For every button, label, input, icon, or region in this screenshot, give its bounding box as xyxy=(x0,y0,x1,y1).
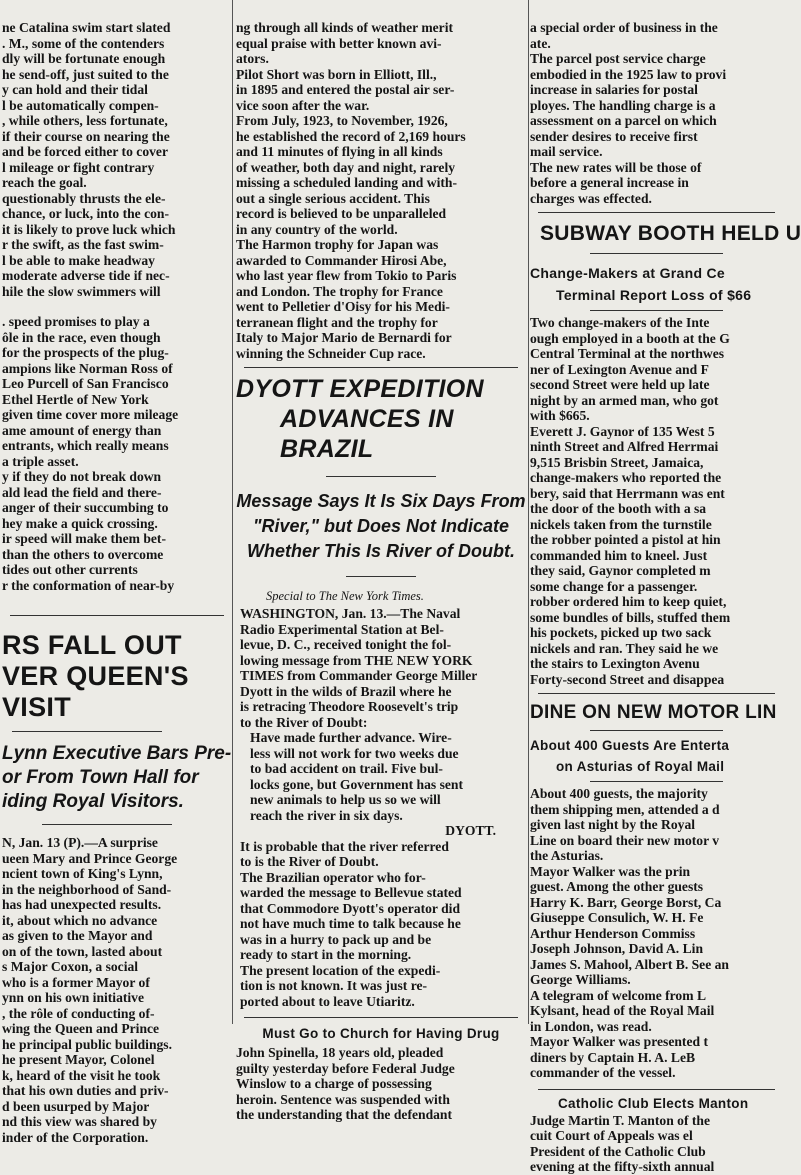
text-line: ate. xyxy=(530,35,551,51)
text-line: The Brazilian operator who for- xyxy=(240,869,426,885)
text-line: it is likely to prove luck which xyxy=(2,221,176,237)
text-line: ninth Street and Alfred Herrmai xyxy=(530,439,719,454)
text-line: embodied in the 1925 law to provi xyxy=(530,66,727,82)
text-line: . speed promises to play a xyxy=(2,314,150,329)
text-line: Joseph Johnson, David A. Lin xyxy=(530,941,704,956)
text-line: to is the River of Doubt. xyxy=(240,854,379,869)
text-line: Pilot Short was born in Elliott, Ill., xyxy=(236,66,437,82)
text-line: vice soon after the war. xyxy=(236,97,370,113)
text-line: ng through all kinds of weather merit xyxy=(236,20,454,35)
motor-liner-headline: DINE ON NEW MOTOR LIN xyxy=(530,702,777,723)
text-line: 9,515 Brisbin Street, Jamaica, xyxy=(530,454,704,470)
text-line: a special order of business in the xyxy=(530,20,718,35)
text-line: before a general increase in xyxy=(530,175,689,190)
text-line: Italy to Major Mario de Bernardi for xyxy=(236,330,452,345)
text-line: commander of the vessel. xyxy=(530,1065,676,1080)
text-line: A telegram of welcome from L xyxy=(530,987,707,1003)
text-line: questionably thrusts the ele- xyxy=(2,190,166,206)
text-line: a triple asset. xyxy=(2,453,79,469)
text-line: ner of Lexington Avenue and F xyxy=(530,361,709,377)
text-line: N, Jan. 13 (P).—A surprise xyxy=(2,835,158,850)
text-line: increase in salaries for postal xyxy=(530,82,698,97)
text-line: Everett J. Gaynor of 135 West 5 xyxy=(530,423,715,439)
text-line: The parcel post service charge xyxy=(530,51,706,66)
text-line: mail service. xyxy=(530,144,603,159)
text-line: Two change-makers of the Inte xyxy=(530,315,710,330)
column-rule-1 xyxy=(232,0,233,1024)
text-line: r the swift, as the fast swim- xyxy=(2,237,164,252)
text-line: night by an armed man, who got xyxy=(530,392,719,408)
text-line: the stairs to Lexington Avenu xyxy=(530,656,700,671)
text-line: the Asturias. xyxy=(530,848,604,863)
catholic-club-story xyxy=(530,1113,783,1175)
speed-story xyxy=(2,314,232,593)
text-line: From July, 1923, to November, 1926, xyxy=(236,113,448,128)
text-line: in the neighborhood of Sand- xyxy=(2,881,172,897)
text-line: winning the Schneider Cup race. xyxy=(236,345,426,361)
text-line: the door of the booth with a sa xyxy=(530,501,707,516)
subhead-line-3: iding Royal Visitors. xyxy=(2,791,184,812)
text-line: WASHINGTON, Jan. 13.—The Naval xyxy=(240,606,461,621)
text-line: Winslow to a charge of possessing xyxy=(236,1076,432,1091)
text-line: r the conformation of near-by xyxy=(2,577,175,593)
text-line: Mayor Walker was presented t xyxy=(530,1034,708,1049)
text-line: moderate adverse tide if nec- xyxy=(2,268,170,283)
text-line: ir speed will make them bet- xyxy=(2,531,166,546)
text-line: , while others, less fortunate, xyxy=(2,113,168,128)
text-line: the robber pointed a pistol at hin xyxy=(530,532,721,547)
text-line: hey make a quick crossing. xyxy=(2,515,158,531)
kings-lynn-story xyxy=(2,835,232,1145)
text-line: guilty yesterday before Federal Judge xyxy=(236,1060,455,1076)
text-line: tides out other currents xyxy=(2,562,138,577)
text-line: it, about which no advance xyxy=(2,912,158,928)
text-line: s Major Coxon, a social xyxy=(2,959,139,974)
text-line: ame amount of energy than xyxy=(2,422,162,438)
dyott-headline xyxy=(236,374,526,464)
dyott-subhead xyxy=(236,489,526,564)
text-line: chance, or luck, into the con- xyxy=(2,206,170,221)
subhead-line-1: Lynn Executive Bars Pre- xyxy=(2,743,232,764)
text-line: Giuseppe Consulich, W. H. Fe xyxy=(530,910,704,925)
text-line: not have much time to talk because he xyxy=(240,916,461,931)
text-line: that Commodore Dyott's operator did xyxy=(240,900,461,916)
text-line: he send-off, just suited to the xyxy=(2,66,169,82)
text-line: given time cover more mileage xyxy=(2,407,179,422)
text-line: Arthur Henderson Commiss xyxy=(530,925,696,941)
text-line: dly will be fortunate enough xyxy=(2,51,166,66)
dyott-quote xyxy=(236,730,526,823)
text-line: second Street were held up late xyxy=(530,377,710,392)
text-line: ready to start in the morning. xyxy=(240,947,412,962)
text-line: ampions like Norman Ross of xyxy=(2,360,173,376)
text-line: who last year flew from Tokio to Paris xyxy=(236,268,457,283)
text-line: levue, D. C., received tonight the fol- xyxy=(240,637,452,652)
text-line: . M., some of the contenders xyxy=(2,35,165,51)
text-line: l be able to make headway xyxy=(2,252,155,268)
text-line: Ethel Hertle of New York xyxy=(2,391,149,407)
text-line: commanded him to kneel. Just xyxy=(530,547,708,563)
text-line: went to Pelletier d'Oisy for his Medi- xyxy=(236,299,450,314)
text-line: cuit Court of Appeals was el xyxy=(530,1128,693,1143)
text-line: Judge Martin T. Manton of the xyxy=(530,1112,710,1128)
text-line: was in a hurry to pack up and be xyxy=(240,931,432,947)
text-line: Leo Purcell of San Francisco xyxy=(2,376,169,391)
column-left xyxy=(0,0,232,1145)
text-line: assessment on a parcel on which xyxy=(530,113,717,128)
text-line: entrants, which really means xyxy=(2,438,169,453)
text-line: , the rôle of conducting of- xyxy=(2,1005,155,1021)
text-line: tion is not known. It was just re- xyxy=(240,978,428,993)
column-right xyxy=(530,0,801,1174)
text-line: in any country of the world. xyxy=(236,221,398,237)
parcel-post-story xyxy=(530,0,783,206)
text-line: he present Mayor, Colonel xyxy=(2,1052,155,1067)
text-line: charges was effected. xyxy=(530,190,652,206)
text-line: some bundles of bills, stuffed them xyxy=(530,609,731,625)
text-line: sender desires to receive first xyxy=(530,128,698,144)
text-line: ough employed in a booth at the G xyxy=(530,330,730,346)
text-line: record is believed to be unparalleled xyxy=(236,206,447,221)
subhead-line-2: or From Town Hall for xyxy=(2,767,199,788)
swim-race-story xyxy=(2,0,232,299)
text-line: and 11 minutes of flying in all kinds xyxy=(236,144,443,159)
subway-story xyxy=(530,315,783,687)
text-line: inder of the Corporation. xyxy=(2,1129,149,1145)
catholic-club-headline: Catholic Club Elects Manton xyxy=(558,1095,749,1111)
text-line: in 1895 and entered the postal air ser- xyxy=(236,82,455,97)
text-line: ators. xyxy=(236,51,269,66)
text-line: ald lead the field and there- xyxy=(2,484,162,500)
text-line: Radio Experimental Station at Bel- xyxy=(240,621,444,637)
text-line: on of the town, lasted about xyxy=(2,943,163,959)
text-line: out a single serious accident. This xyxy=(236,190,430,206)
text-line: Harry K. Barr, George Borst, Ca xyxy=(530,894,722,910)
text-line: to bad accident on trail. Five bul- xyxy=(250,761,443,776)
text-line: The present location of the expedi- xyxy=(240,962,441,978)
text-line: as given to the Mayor and xyxy=(2,928,153,943)
text-line: heroin. Sentence was suspended with xyxy=(236,1091,450,1107)
text-line: them shipping men, attended a d xyxy=(530,801,720,817)
text-line: his pockets, picked up two sack xyxy=(530,625,712,640)
headline-line-1: RS FALL OUT xyxy=(2,630,182,660)
text-line: anger of their succumbing to xyxy=(2,500,169,515)
text-line: that his own duties and priv- xyxy=(2,1083,169,1098)
queens-visit-subhead xyxy=(2,742,232,814)
text-line: to the River of Doubt: xyxy=(240,714,368,730)
text-line: Kylsant, head of the Royal Mail xyxy=(530,1003,715,1018)
text-line: evening at the fifty-sixth annual xyxy=(530,1159,715,1174)
text-line: who is a former Mayor of xyxy=(2,974,150,990)
text-line: and be forced either to cover xyxy=(2,144,168,159)
text-line: wing the Queen and Prince xyxy=(2,1021,160,1036)
text-line: locks gone, but Government has sent xyxy=(250,776,463,792)
text-line: Dyott in the wilds of Brazil where he xyxy=(240,683,452,699)
text-line: if their course on nearing the xyxy=(2,128,170,144)
text-line: terranean flight and the trophy for xyxy=(236,314,438,330)
text-line: diners by Captain H. A. LeB xyxy=(530,1049,696,1065)
text-line: in London, was read. xyxy=(530,1018,652,1034)
text-line: ncient town of King's Lynn, xyxy=(2,866,163,881)
text-line: awarded to Commander Hirosi Abe, xyxy=(236,252,447,268)
text-line: TIMES from Commander George Miller xyxy=(240,668,478,683)
text-line: robber ordered him to keep quiet, xyxy=(530,594,727,609)
text-line: nickels and ran. They said he we xyxy=(530,640,719,656)
text-line: for the prospects of the plug- xyxy=(2,345,169,360)
column-rule-2 xyxy=(528,0,529,1024)
subway-subhead-2: Terminal Report Loss of $66 xyxy=(556,287,752,303)
text-line: l mileage or fight contrary xyxy=(2,159,155,175)
dyott-story-tail xyxy=(236,839,526,1010)
text-line: bery, said that Herrmann was ent xyxy=(530,485,725,501)
text-line: k, heard of the visit he took xyxy=(2,1067,161,1083)
text-line: reach the river in six days. xyxy=(250,807,403,823)
text-line: George Williams. xyxy=(530,972,631,987)
dyott-headline-line-2: ADVANCES IN BRAZIL xyxy=(280,405,454,463)
text-line: l be automatically compen- xyxy=(2,97,159,113)
drug-headline: Must Go to Church for Having Drug xyxy=(262,1026,500,1041)
text-line: nickels taken from the turnstile xyxy=(530,516,712,532)
text-line: y if they do not break down xyxy=(2,469,162,484)
motor-liner-subhead-1: About 400 Guests Are Enterta xyxy=(530,738,730,753)
text-line: James S. Mahool, Albert B. See an xyxy=(530,956,729,972)
text-line: new animals to help us so we will xyxy=(250,792,441,807)
text-line: he principal public buildings. xyxy=(2,1036,172,1052)
text-line: The new rates will be those of xyxy=(530,159,702,175)
dyott-subhead-line-3: Whether This Is River of Doubt. xyxy=(246,541,515,561)
text-line: reach the goal. xyxy=(2,175,87,190)
text-line: John Spinella, 18 years old, pleaded xyxy=(236,1045,444,1060)
text-line: Forty-second Street and disappea xyxy=(530,671,725,687)
subway-subhead-1: Change-Makers at Grand Ce xyxy=(530,265,725,281)
headline-line-2: VER QUEEN'S VISIT xyxy=(2,661,189,722)
text-line: is retracing Theodore Roosevelt's trip xyxy=(240,699,459,714)
text-line: President of the Catholic Club xyxy=(530,1143,706,1159)
text-line: missing a scheduled landing and with- xyxy=(236,175,457,190)
text-line: ôle in the race, even though xyxy=(2,329,161,345)
subway-headline: SUBWAY BOOTH HELD U xyxy=(540,222,801,245)
text-line: y can hold and their tidal xyxy=(2,82,148,97)
dyott-subhead-line-2: "River," but Does Not Indicate xyxy=(252,516,510,536)
text-line: the understanding that the defendant xyxy=(236,1107,453,1122)
text-line: Mayor Walker was the prin xyxy=(530,863,691,879)
text-line: change-makers who reported the xyxy=(530,470,722,485)
text-line: About 400 guests, the majority xyxy=(530,786,708,801)
text-line: Central Terminal at the northwes xyxy=(530,346,725,361)
text-line: than the others to overcome xyxy=(2,546,164,562)
harmon-trophy-story xyxy=(236,0,526,361)
motor-liner-story xyxy=(530,786,783,1081)
text-line: Have made further advance. Wire- xyxy=(250,730,452,745)
text-line: with $665. xyxy=(530,408,590,423)
text-line: given last night by the Royal xyxy=(530,817,696,832)
queens-visit-headline xyxy=(2,630,232,723)
text-line: It is probable that the river referred xyxy=(240,838,449,854)
dyott-signature: DYOTT. xyxy=(445,823,496,838)
text-line: lowing message from THE NEW YORK xyxy=(240,652,473,668)
text-line: of weather, both day and night, rarely xyxy=(236,159,456,175)
text-line: has had unexpected results. xyxy=(2,897,162,912)
text-line: ueen Mary and Prince George xyxy=(2,850,178,866)
text-line: ne Catalina swim start slated xyxy=(2,20,171,35)
text-line: less will not work for two weeks due xyxy=(250,745,459,761)
text-line: some change for a passenger. xyxy=(530,578,698,594)
text-line: warded the message to Bellevue stated xyxy=(240,885,462,900)
text-line: Line on board their new motor v xyxy=(530,832,720,848)
dyott-subhead-line-1: Message Says It Is Six Days From xyxy=(236,491,526,511)
drug-story xyxy=(236,1045,526,1123)
text-line: ynn on his own initiative xyxy=(2,990,145,1005)
dyott-story-lead xyxy=(236,606,526,730)
text-line: The Harmon trophy for Japan was xyxy=(236,237,439,252)
dateline: Special to The New York Times. xyxy=(266,589,424,603)
text-line: nd this view was shared by xyxy=(2,1114,157,1129)
text-line: guest. Among the other guests xyxy=(530,879,704,894)
text-line: hile the slow swimmers will xyxy=(2,283,161,299)
text-line: equal praise with better known avi- xyxy=(236,35,442,51)
text-line: and London. The trophy for France xyxy=(236,283,443,299)
text-line: ported about to leave Utiaritz. xyxy=(240,993,415,1009)
text-line: d been usurped by Major xyxy=(2,1098,150,1114)
text-line: they said, Gaynor completed m xyxy=(530,563,711,578)
motor-liner-subhead-2: on Asturias of Royal Mail xyxy=(556,759,725,774)
dyott-headline-line-1: DYOTT EXPEDITION xyxy=(236,375,484,403)
text-line: he established the record of 2,169 hours xyxy=(236,128,466,144)
text-line: ployes. The handling charge is a xyxy=(530,97,716,113)
column-center xyxy=(236,0,526,1122)
